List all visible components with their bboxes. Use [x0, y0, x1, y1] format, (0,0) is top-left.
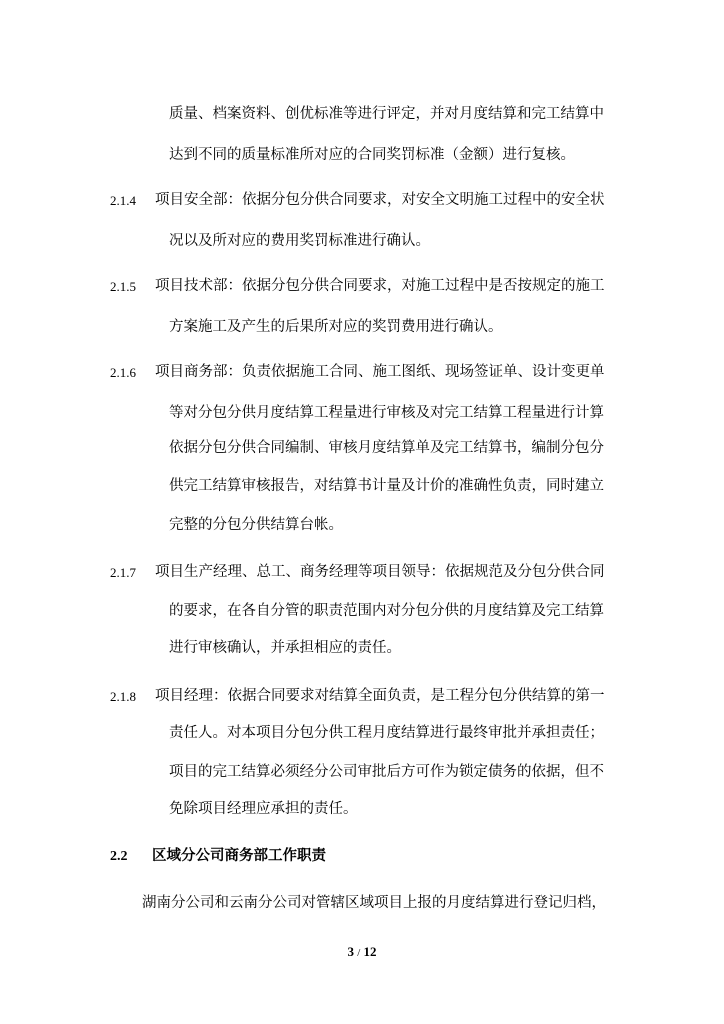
- item-2-1-3-line-3: 达到不同的质量标准所对应的合同奖罚标准（金额）进行复核。: [169, 147, 575, 163]
- item-2-1-4-line-2: 况以及所对应的费用奖罚标准进行确认。: [169, 233, 430, 249]
- item-number: 2.1.6: [110, 365, 136, 380]
- item-2-1-7-line-2: 的要求，在各自分管的职责范围内对分包分供的月度结算及完工结算: [169, 603, 604, 619]
- item-number: 2.1.7: [110, 565, 136, 580]
- item-2-1-8-line-2: 责任人。对本项目分包分供工程月度结算进行最终审批并承担责任；: [169, 725, 604, 741]
- page-footer: [0, 944, 724, 960]
- section-title: 区域分公司商务部工作职责: [152, 848, 326, 864]
- item-2-1-4-line-1: 项目安全部：依据分包分供合同要求，对安全文明施工过程中的安全状: [155, 192, 605, 208]
- current-page-number: 3: [347, 944, 354, 959]
- item-number: 2.1.5: [110, 279, 136, 294]
- item-2-1-8-line-4: 免除项目经理应承担的责任。: [169, 801, 358, 817]
- section-number: 2.2: [110, 849, 128, 864]
- item-2-1-8-line-1: 项目经理：依据合同要求对结算全面负责，是工程分包分供结算的第一: [155, 688, 605, 704]
- item-2-1-5-line-1: 项目技术部：依据分包分供合同要求，对施工过程中是否按规定的施工: [155, 278, 605, 294]
- item-2-1-6-line-2: 等对分包分供月度结算工程量进行审核及对完工结算工程量进行计算: [169, 405, 604, 421]
- item-number: 2.1.8: [110, 689, 136, 704]
- item-2-1-6-line-5: 完整的分包分供结算台帐。: [169, 517, 343, 533]
- page-separator: /: [357, 947, 361, 959]
- total-pages-number: 12: [363, 944, 377, 959]
- item-2-1-8-line-3: 项目的完工结算必须经分公司审批后方可作为锁定债务的依据，但不: [169, 764, 604, 780]
- item-2-1-7-line-1: 项目生产经理、总工、商务经理等项目领导：依据规范及分包分供合同: [155, 564, 605, 580]
- item-number: 2.1.4: [110, 193, 136, 208]
- item-2-1-5-line-2: 方案施工及产生的后果所对应的奖罚费用进行确认。: [169, 319, 503, 335]
- item-2-1-3-line-2: 质量、档案资料、创优标准等进行评定，并对月度结算和完工结算中: [169, 106, 604, 122]
- item-2-1-6-line-3: 依据分包分供合同编制、审核月度结算单及完工结算书，编制分包分: [169, 440, 604, 456]
- item-2-1-6-line-4: 供完工结算审核报告，对结算书计量及计价的准确性负责，同时建立: [169, 478, 604, 494]
- item-2-1-7-line-3: 进行审核确认，并承担相应的责任。: [169, 640, 401, 656]
- closing-paragraph: 湖南分公司和云南分公司对管辖区域项目上报的月度结算进行登记归档，: [142, 895, 606, 911]
- item-2-1-6-line-1: 项目商务部：负责依据施工合同、施工图纸、现场签证单、设计变更单: [155, 364, 605, 380]
